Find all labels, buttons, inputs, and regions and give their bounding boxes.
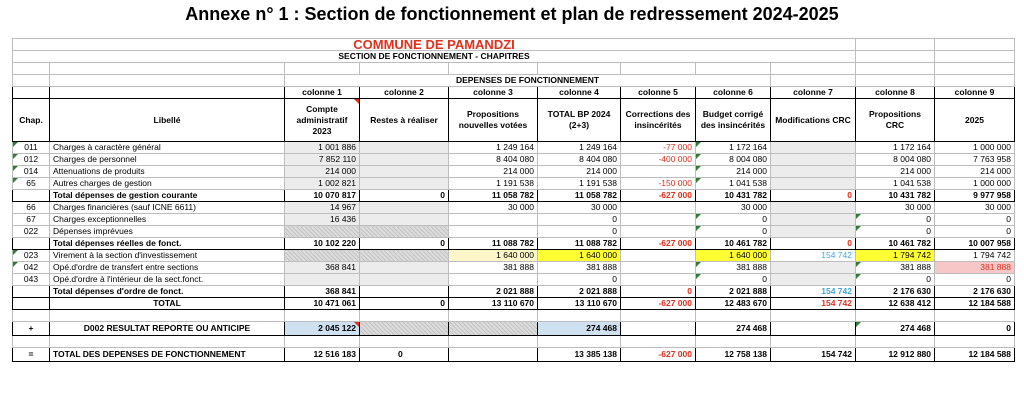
table-row xyxy=(13,178,1015,190)
value-cell: 274 468 xyxy=(538,322,621,336)
value-cell: 12 184 588 xyxy=(935,298,1015,310)
value-cell: 2 021 888 xyxy=(538,286,621,298)
value-cell: 0 xyxy=(935,322,1015,336)
label-cell: Attenuations de produits xyxy=(50,166,285,178)
value-cell xyxy=(449,274,538,286)
chap-cell: 022 xyxy=(13,226,50,238)
value-cell xyxy=(360,154,449,166)
chap-cell: 023 xyxy=(13,250,50,262)
value-cell xyxy=(449,348,538,362)
report-row xyxy=(13,322,1015,336)
value-cell: 381 888 xyxy=(538,262,621,274)
value-cell: 13 385 138 xyxy=(538,348,621,362)
value-cell: 0 xyxy=(696,214,771,226)
column-header: colonne 5 xyxy=(621,87,696,99)
label-cell: Total dépenses réelles de fonct. xyxy=(50,238,285,250)
value-cell: 1 002 821 xyxy=(285,178,360,190)
value-cell: 8 004 080 xyxy=(856,154,935,166)
value-cell: 214 000 xyxy=(856,166,935,178)
value-cell: 12 184 588 xyxy=(935,348,1015,362)
value-cell: 1 000 000 xyxy=(935,178,1015,190)
value-cell: 154 742 xyxy=(771,348,856,362)
value-cell: 214 000 xyxy=(935,166,1015,178)
label-cell: TOTAL xyxy=(50,298,285,310)
value-cell: 2 021 888 xyxy=(449,286,538,298)
value-cell: 1 172 164 xyxy=(856,142,935,154)
value-cell xyxy=(360,214,449,226)
value-cell: -627 000 xyxy=(621,348,696,362)
value-cell xyxy=(449,226,538,238)
label-cell: D002 RESULTAT REPORTE OU ANTICIPE xyxy=(50,322,285,336)
value-cell: 13 110 670 xyxy=(449,298,538,310)
label-cell: Charges à caractère général xyxy=(50,142,285,154)
chap-cell xyxy=(13,238,50,250)
value-cell: 0 xyxy=(360,190,449,202)
value-cell xyxy=(360,142,449,154)
value-cell xyxy=(360,178,449,190)
header-propositions: Propositions nouvelles votées xyxy=(449,99,538,142)
value-cell: 1 172 164 xyxy=(696,142,771,154)
chap-header: Chap. xyxy=(13,99,50,142)
value-cell: 0 xyxy=(360,348,449,362)
value-cell: 2 045 122 xyxy=(285,322,360,336)
value-cell xyxy=(449,322,538,336)
value-cell: 1 001 886 xyxy=(285,142,360,154)
label-cell: Total dépenses d'ordre de fonct. xyxy=(50,286,285,298)
value-cell xyxy=(621,166,696,178)
value-cell: 1 249 164 xyxy=(538,142,621,154)
value-cell: 0 xyxy=(856,226,935,238)
column-header: colonne 3 xyxy=(449,87,538,99)
table-row xyxy=(13,154,1015,166)
label-cell: Dépenses imprévues xyxy=(50,226,285,238)
value-cell: 9 977 958 xyxy=(935,190,1015,202)
value-cell xyxy=(360,166,449,178)
header-corrections: Corrections des insincérités xyxy=(621,99,696,142)
value-cell: 1 640 000 xyxy=(696,250,771,262)
header-budget-corrige: Budget corrigé des insincérités xyxy=(696,99,771,142)
value-cell: -150 000 xyxy=(621,178,696,190)
column-header: colonne 8 xyxy=(856,87,935,99)
value-cell: 214 000 xyxy=(449,166,538,178)
value-cell: 0 xyxy=(856,214,935,226)
value-cell: 7 763 958 xyxy=(935,154,1015,166)
chap-cell: 042 xyxy=(13,262,50,274)
value-cell: 1 191 538 xyxy=(449,178,538,190)
chap-cell: 014 xyxy=(13,166,50,178)
value-cell: 381 888 xyxy=(696,262,771,274)
table-row xyxy=(13,226,1015,238)
value-cell: 381 888 xyxy=(935,262,1015,274)
value-cell xyxy=(360,286,449,298)
chap-cell xyxy=(13,286,50,298)
value-cell xyxy=(285,250,360,262)
value-cell xyxy=(360,322,449,336)
total-row xyxy=(13,298,1015,310)
value-cell: 30 000 xyxy=(696,202,771,214)
value-cell: 12 912 880 xyxy=(856,348,935,362)
chap-cell: + xyxy=(13,322,50,336)
table-row xyxy=(13,274,1015,286)
libelle-header: Libellé xyxy=(50,99,285,142)
value-cell xyxy=(360,250,449,262)
column-header: colonne 2 xyxy=(360,87,449,99)
value-cell: 8 404 080 xyxy=(538,154,621,166)
value-cell: 0 xyxy=(538,226,621,238)
value-cell: 1 794 742 xyxy=(856,250,935,262)
value-cell: 30 000 xyxy=(538,202,621,214)
label-cell: Charges exceptionnelles xyxy=(50,214,285,226)
value-cell xyxy=(621,262,696,274)
value-cell: 2 176 630 xyxy=(856,286,935,298)
value-cell: -627 000 xyxy=(621,238,696,250)
value-cell xyxy=(621,202,696,214)
value-cell: 8 404 080 xyxy=(449,154,538,166)
chap-cell xyxy=(13,190,50,202)
header-propositions-crc: Propositions CRC xyxy=(856,99,935,142)
table-row xyxy=(13,166,1015,178)
chap-cell: 66 xyxy=(13,202,50,214)
value-cell xyxy=(771,154,856,166)
value-cell: 154 742 xyxy=(771,298,856,310)
table-row xyxy=(13,202,1015,214)
value-cell xyxy=(771,322,856,336)
value-cell: 30 000 xyxy=(856,202,935,214)
label-cell: TOTAL DES DEPENSES DE FONCTIONNEMENT xyxy=(50,348,285,362)
subtotal-row xyxy=(13,238,1015,250)
column-header: colonne 1 xyxy=(285,87,360,99)
table-row xyxy=(13,250,1015,262)
chap-cell: 012 xyxy=(13,154,50,166)
value-cell: 13 110 670 xyxy=(538,298,621,310)
value-cell xyxy=(360,202,449,214)
chap-cell: = xyxy=(13,348,50,362)
value-cell: 10 461 782 xyxy=(856,238,935,250)
column-header: colonne 7 xyxy=(771,87,856,99)
value-cell: 7 852 110 xyxy=(285,154,360,166)
value-cell xyxy=(360,262,449,274)
value-cell: 30 000 xyxy=(449,202,538,214)
value-cell: 10 431 782 xyxy=(856,190,935,202)
value-cell: 2 176 630 xyxy=(935,286,1015,298)
value-cell: 1 041 538 xyxy=(696,178,771,190)
page-title: Annexe n° 1 : Section de fonctionnement et plan de redressement 2024-2025 xyxy=(185,4,839,24)
value-cell: -627 000 xyxy=(621,190,696,202)
value-cell xyxy=(771,166,856,178)
value-cell xyxy=(771,202,856,214)
label-cell: Autres charges de gestion xyxy=(50,178,285,190)
value-cell xyxy=(360,226,449,238)
value-cell: 1 640 000 xyxy=(538,250,621,262)
value-cell: 8 004 080 xyxy=(696,154,771,166)
value-cell xyxy=(771,226,856,238)
header-compte-administratif: Compte administratif 2023 xyxy=(285,99,360,142)
value-cell: 214 000 xyxy=(696,166,771,178)
chap-cell: 67 xyxy=(13,214,50,226)
table-row xyxy=(13,214,1015,226)
chap-cell xyxy=(13,298,50,310)
value-cell: 11 058 782 xyxy=(538,190,621,202)
value-cell: 381 888 xyxy=(856,262,935,274)
value-cell: 10 102 220 xyxy=(285,238,360,250)
value-cell: 1 041 538 xyxy=(856,178,935,190)
value-cell: 274 468 xyxy=(696,322,771,336)
value-cell xyxy=(449,214,538,226)
value-cell: 0 xyxy=(538,214,621,226)
value-cell xyxy=(360,274,449,286)
value-cell: 381 888 xyxy=(449,262,538,274)
value-cell: 30 000 xyxy=(935,202,1015,214)
label-cell: Total dépenses de gestion courante xyxy=(50,190,285,202)
chap-cell: 043 xyxy=(13,274,50,286)
label-cell: Opé.d'ordre de transfert entre sections xyxy=(50,262,285,274)
value-cell: -77 000 xyxy=(621,142,696,154)
value-cell: 0 xyxy=(935,274,1015,286)
value-cell: 0 xyxy=(621,286,696,298)
value-cell: 214 000 xyxy=(285,166,360,178)
value-cell: 12 516 183 xyxy=(285,348,360,362)
chap-cell: 011 xyxy=(13,142,50,154)
section-title: SECTION DE FONCTIONNEMENT - CHAPITRES xyxy=(13,51,856,63)
column-header: colonne 6 xyxy=(696,87,771,99)
value-cell xyxy=(621,322,696,336)
value-cell: 274 468 xyxy=(856,322,935,336)
value-cell: 368 841 xyxy=(285,262,360,274)
value-cell xyxy=(771,214,856,226)
value-cell xyxy=(621,274,696,286)
value-cell: 0 xyxy=(360,238,449,250)
grand-total-row xyxy=(13,348,1015,362)
value-cell: 0 xyxy=(771,238,856,250)
header-modifications-crc: Modifications CRC xyxy=(771,99,856,142)
value-cell: 214 000 xyxy=(538,166,621,178)
commune-name: COMMUNE DE PAMANDZI xyxy=(13,39,856,51)
value-cell: -627 000 xyxy=(621,298,696,310)
value-cell: 1 000 000 xyxy=(935,142,1015,154)
value-cell xyxy=(771,178,856,190)
value-cell: 10 070 817 xyxy=(285,190,360,202)
value-cell xyxy=(771,274,856,286)
label-cell: Opé.d'ordre à l'intérieur de la sect.fonct. xyxy=(50,274,285,286)
value-cell: 11 088 782 xyxy=(538,238,621,250)
value-cell: 14 967 xyxy=(285,202,360,214)
value-cell: 368 841 xyxy=(285,286,360,298)
value-cell: 0 xyxy=(360,298,449,310)
column-header: colonne 4 xyxy=(538,87,621,99)
column-header: colonne 9 xyxy=(935,87,1015,99)
value-cell: 10 461 782 xyxy=(696,238,771,250)
value-cell: 1 191 538 xyxy=(538,178,621,190)
value-cell: 10 007 958 xyxy=(935,238,1015,250)
value-cell xyxy=(771,142,856,154)
value-cell xyxy=(285,226,360,238)
value-cell: 0 xyxy=(696,274,771,286)
value-cell: 1 794 742 xyxy=(935,250,1015,262)
value-cell: 10 431 782 xyxy=(696,190,771,202)
value-cell xyxy=(621,226,696,238)
value-cell: 16 436 xyxy=(285,214,360,226)
value-cell xyxy=(285,274,360,286)
value-cell xyxy=(621,214,696,226)
value-cell: 154 742 xyxy=(771,286,856,298)
chap-cell: 65 xyxy=(13,178,50,190)
value-cell: 12 483 670 xyxy=(696,298,771,310)
label-cell: Charges de personnel xyxy=(50,154,285,166)
value-cell: 0 xyxy=(771,190,856,202)
value-cell: -400 000 xyxy=(621,154,696,166)
header-total-bp: TOTAL BP 2024 (2+3) xyxy=(538,99,621,142)
label-cell: Charges financières (sauf ICNE 6611) xyxy=(50,202,285,214)
header-restes: Restes à réaliser xyxy=(360,99,449,142)
value-cell: 11 088 782 xyxy=(449,238,538,250)
subtotal-row xyxy=(13,190,1015,202)
table-row xyxy=(13,142,1015,154)
value-cell xyxy=(771,262,856,274)
value-cell: 1 640 000 xyxy=(449,250,538,262)
value-cell: 12 758 138 xyxy=(696,348,771,362)
value-cell: 0 xyxy=(696,226,771,238)
value-cell: 10 471 061 xyxy=(285,298,360,310)
label-cell: Virement à la section d'investissement xyxy=(50,250,285,262)
value-cell: 2 021 888 xyxy=(696,286,771,298)
depenses-header: DEPENSES DE FONCTIONNEMENT xyxy=(285,75,771,87)
value-cell: 12 638 412 xyxy=(856,298,935,310)
value-cell: 1 249 164 xyxy=(449,142,538,154)
value-cell: 0 xyxy=(538,274,621,286)
header-2025: 2025 xyxy=(935,99,1015,142)
value-cell: 0 xyxy=(856,274,935,286)
value-cell: 154 742 xyxy=(771,250,856,262)
table-row xyxy=(13,262,1015,274)
value-cell xyxy=(621,250,696,262)
value-cell: 0 xyxy=(935,226,1015,238)
value-cell: 0 xyxy=(935,214,1015,226)
value-cell: 11 058 782 xyxy=(449,190,538,202)
subtotal-row xyxy=(13,286,1015,298)
budget-table xyxy=(12,38,1015,362)
